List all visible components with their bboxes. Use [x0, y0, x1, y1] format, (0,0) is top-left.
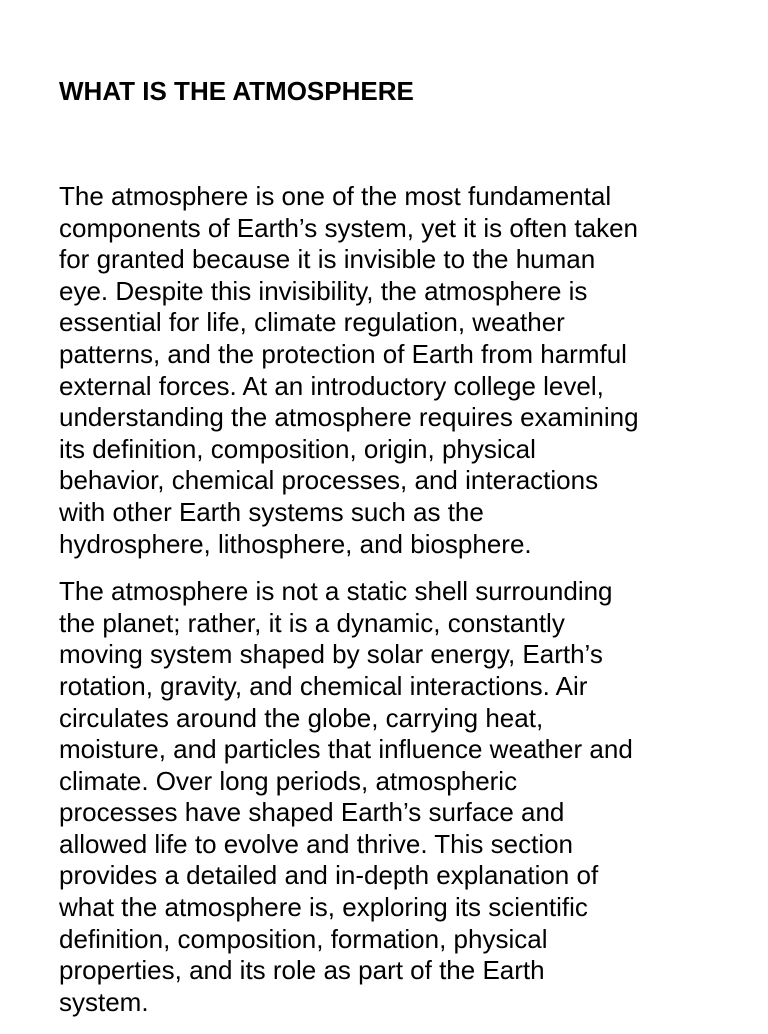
text-line: essential for life, climate regulation, weather — [59, 307, 565, 338]
section-heading: WHAT IS THE ATMOSPHERE — [59, 76, 414, 106]
text-line: climate. Over long periods, atmospheric — [59, 765, 518, 796]
text-line: moisture, and particles that influence weather and — [59, 734, 633, 765]
text-line: The atmosphere is not a static shell surrounding — [59, 576, 613, 607]
text-line: the planet; rather, it is a dynamic, constantly — [59, 607, 565, 638]
text-line: behavior, chemical processes, and interactions — [59, 465, 599, 496]
text-line: The atmosphere is one of the most fundamental — [59, 181, 612, 211]
body-text — [59, 181, 759, 1034]
text-line: components of Earth’s system, yet it is often taken — [59, 212, 639, 243]
text-line: provides a detailed and in-depth explanation of — [59, 860, 599, 891]
text-line: patterns, and the protection of Earth from harmful — [59, 338, 627, 369]
text-line: with other Earth systems such as the — [59, 496, 484, 527]
text-line: system. — [59, 986, 149, 1017]
paragraph-1 — [59, 181, 759, 560]
text-line: understanding the atmosphere requires examining — [59, 402, 639, 433]
paragraph-2 — [59, 576, 759, 1018]
text-line: rotation, gravity, and chemical interactions. Air — [59, 670, 588, 701]
text-line: circulates around the globe, carrying heat, — [59, 702, 544, 733]
text-line: processes have shaped Earth’s surface and — [59, 797, 565, 828]
text-line: what the atmosphere is, exploring its scientific — [59, 892, 588, 923]
text-line: its definition, composition, origin, physical — [59, 433, 536, 464]
text-line: definition, composition, formation, physical — [59, 923, 548, 954]
text-line: allowed life to evolve and thrive. This section — [59, 828, 574, 859]
text-line: hydrosphere, lithosphere, and biosphere. — [59, 528, 532, 559]
text-line: properties, and its role as part of the Earth — [59, 955, 545, 986]
text-line: for granted because it is invisible to the human — [59, 244, 596, 275]
text-line: external forces. At an introductory college level, — [59, 370, 604, 401]
text-line: eye. Despite this invisibility, the atmosphere is — [59, 275, 588, 306]
text-line: moving system shaped by solar energy, Earth’s — [59, 639, 603, 670]
